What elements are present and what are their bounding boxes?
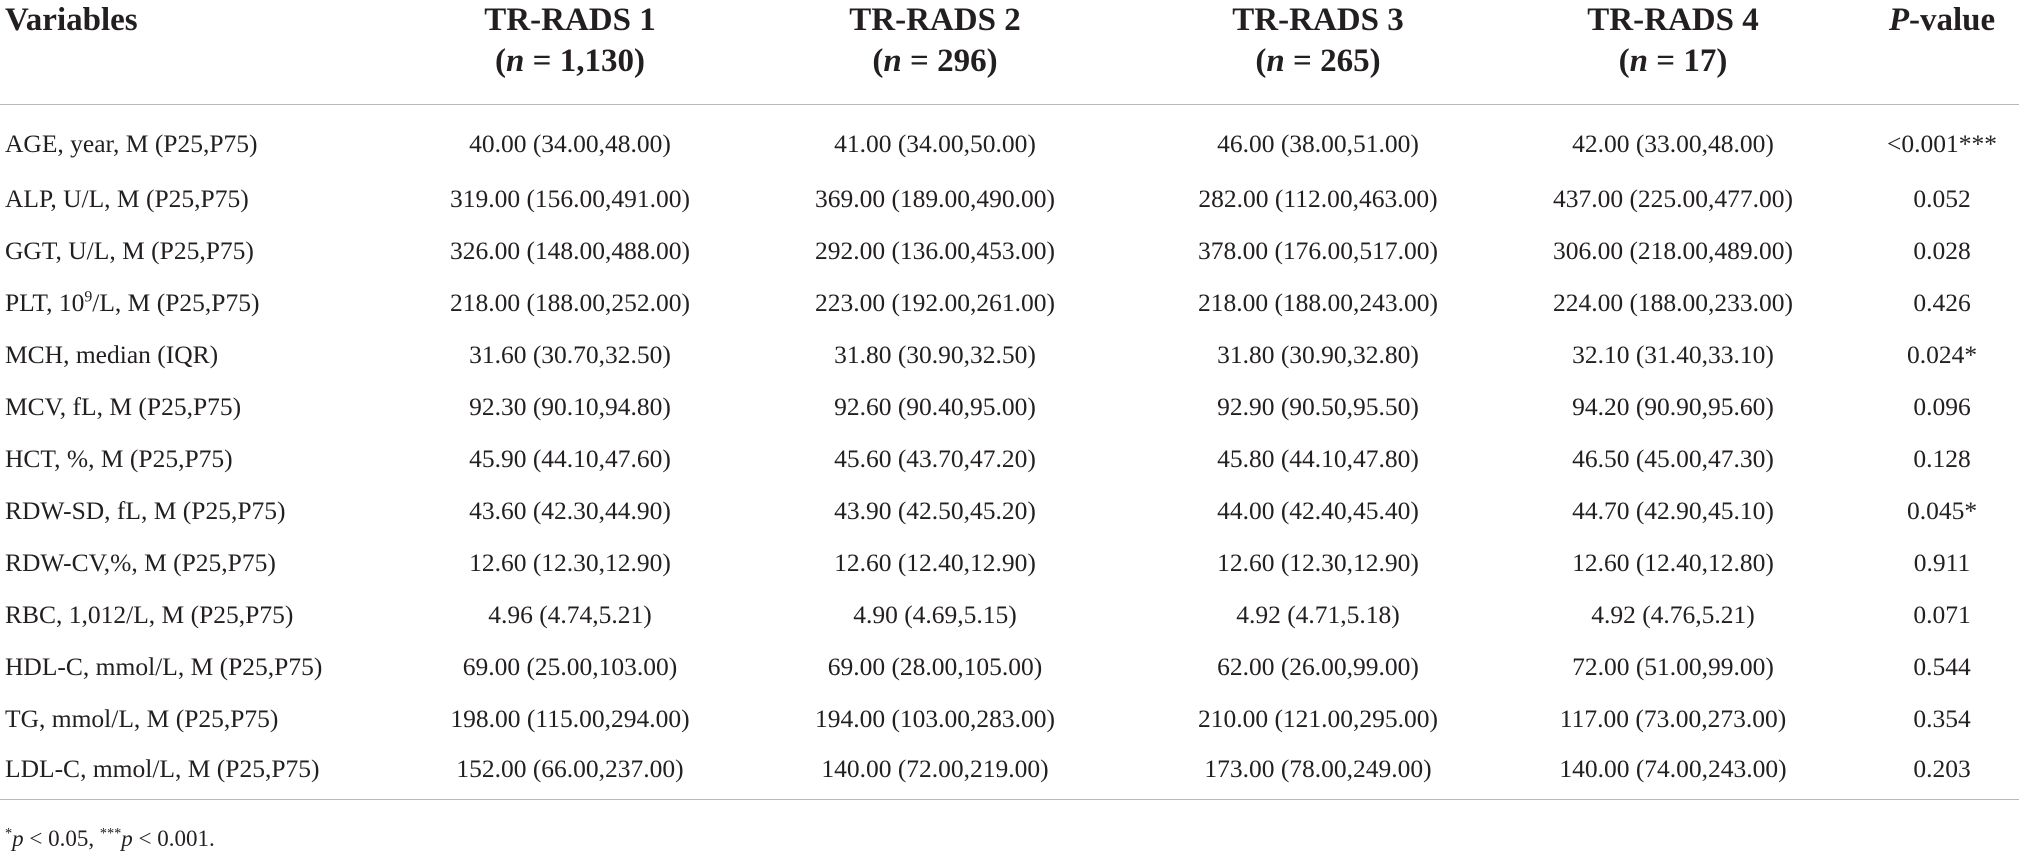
tr-rads-2-cell: 140.00 (72.00,219.00)	[715, 745, 1155, 800]
tr-rads-2-cell: 43.90 (42.50,45.20)	[834, 496, 1036, 525]
header-tr-rads-3	[1155, 0, 1481, 105]
tr-rads-3-cell: 282.00 (112.00,463.00)	[1198, 184, 1438, 213]
p-value-cell: 0.045*	[1906, 496, 1978, 525]
tr-rads-2-cell: 92.60 (90.40,95.00)	[834, 392, 1036, 421]
tr-rads-1-cell: 319.00 (156.00,491.00)	[449, 184, 691, 213]
tr-rads-4-cell: 224.00 (188.00,233.00)	[1552, 288, 1794, 317]
header-variables	[0, 0, 425, 105]
p-value-cell: 0.354	[1913, 704, 1971, 733]
tr-rads-2-cell: 292.00 (136.00,453.00)	[814, 236, 1056, 265]
tr-rads-3-cell: 218.00 (188.00,243.00)	[1197, 288, 1439, 317]
table-row	[0, 277, 2019, 329]
p-value-cell: 0.426	[1913, 288, 1971, 317]
header-tr-rads-3-label: TR-RADS 3	[1232, 2, 1404, 38]
tr-rads-1-cell: 40.00 (34.00,48.00)	[469, 129, 671, 158]
header-tr-rads-2-label: TR-RADS 2	[849, 2, 1021, 38]
table-row	[0, 745, 2019, 800]
p-value-cell: <0.001***	[1886, 129, 1997, 158]
tr-rads-2-cell: 369.00 (189.00,490.00)	[814, 184, 1056, 213]
tr-rads-3-cell: 44.00 (42.40,45.40)	[1217, 496, 1419, 525]
tr-rads-2-cell: 41.00 (34.00,50.00)	[834, 129, 1036, 158]
tr-rads-1-cell: 198.00 (115.00,294.00)	[450, 704, 690, 733]
table-row	[0, 329, 2019, 381]
table-row	[0, 381, 2019, 433]
variable-cell: TG, mmol/L, M (P25,P75)	[5, 704, 279, 733]
table-row	[0, 485, 2019, 537]
tr-rads-4-cell: 437.00 (225.00,477.00)	[1552, 184, 1794, 213]
header-tr-rads-1-label: TR-RADS 1	[484, 2, 656, 38]
variable-cell: HCT, %, M (P25,P75)	[5, 444, 233, 473]
header-variables-label: Variables	[5, 2, 138, 38]
table-header	[0, 0, 2019, 105]
tr-rads-3-cell: 4.92 (4.71,5.18)	[1236, 600, 1400, 629]
tr-rads-3-cell: 45.80 (44.10,47.80)	[1217, 444, 1419, 473]
p-value-cell: 0.544	[1913, 652, 1971, 681]
variable-cell: RDW-SD, fL, M (P25,P75)	[5, 496, 286, 525]
variable-cell: MCH, median (IQR)	[5, 340, 219, 369]
header-p-value	[1865, 0, 2019, 105]
tr-rads-1-cell: 4.96 (4.74,5.21)	[488, 600, 652, 629]
tr-rads-1-cell: 152.00 (66.00,237.00)	[425, 745, 715, 800]
tr-rads-2-cell: 69.00 (28.00,105.00)	[827, 652, 1043, 681]
p-value-cell: 0.028	[1913, 236, 1971, 265]
tr-rads-1-cell: 45.90 (44.10,47.60)	[469, 444, 671, 473]
tr-rads-2-cell: 194.00 (103.00,283.00)	[814, 704, 1056, 733]
tr-rads-1-cell: 92.30 (90.10,94.80)	[469, 392, 671, 421]
tr-rads-4-cell: 117.00 (73.00,273.00)	[1559, 704, 1787, 733]
table-footnote: *p < 0.05, ***p < 0.001.	[5, 825, 215, 851]
tr-rads-2-cell: 12.60 (12.40,12.90)	[834, 548, 1036, 577]
table-row	[0, 589, 2019, 641]
tr-rads-4-cell: 44.70 (42.90,45.10)	[1572, 496, 1774, 525]
tr-rads-3-cell: 31.80 (30.90,32.80)	[1217, 340, 1419, 369]
table-row	[0, 641, 2019, 693]
tr-rads-3-cell: 92.90 (90.50,95.50)	[1217, 392, 1419, 421]
tr-rads-4-cell: 94.20 (90.90,95.60)	[1572, 392, 1774, 421]
variable-cell: LDL-C, mmol/L, M (P25,P75)	[0, 745, 425, 800]
header-p-value-label: P-value	[1888, 2, 1996, 38]
header-tr-rads-2	[715, 0, 1155, 105]
tr-rads-3-cell: 210.00 (121.00,295.00)	[1197, 704, 1439, 733]
table-row	[0, 105, 2019, 174]
tr-rads-2-cell: 31.80 (30.90,32.50)	[834, 340, 1036, 369]
tr-rads-3-cell: 46.00 (38.00,51.00)	[1217, 129, 1419, 158]
table-row	[0, 225, 2019, 277]
header-tr-rads-2-n: (n = 296)	[872, 43, 998, 79]
p-value-cell: 0.071	[1913, 600, 1971, 629]
table-row	[0, 537, 2019, 589]
tr-rads-3-cell: 62.00 (26.00,99.00)	[1217, 652, 1419, 681]
variable-cell: ALP, U/L, M (P25,P75)	[5, 184, 249, 213]
tr-rads-4-cell: 4.92 (4.76,5.21)	[1591, 600, 1755, 629]
table-row	[0, 173, 2019, 225]
tr-rads-1-cell: 326.00 (148.00,488.00)	[449, 236, 691, 265]
header-tr-rads-4-n: (n = 17)	[1618, 43, 1728, 79]
p-value-cell: 0.911	[1913, 548, 1971, 577]
variable-cell: AGE, year, M (P25,P75)	[5, 129, 258, 158]
variable-cell: GGT, U/L, M (P25,P75)	[5, 236, 254, 265]
header-tr-rads-4	[1481, 0, 1865, 105]
tr-rads-4-cell: 306.00 (218.00,489.00)	[1552, 236, 1794, 265]
p-value-cell: 0.024*	[1906, 340, 1978, 369]
tr-rads-1-cell: 69.00 (25.00,103.00)	[462, 652, 678, 681]
tr-rads-1-cell: 43.60 (42.30,44.90)	[469, 496, 671, 525]
variable-cell: RDW-CV,%, M (P25,P75)	[5, 548, 276, 577]
table-row	[0, 433, 2019, 485]
tr-rads-4-cell: 32.10 (31.40,33.10)	[1572, 340, 1774, 369]
tr-rads-4-cell: 46.50 (45.00,47.30)	[1572, 444, 1774, 473]
tr-rads-3-cell: 378.00 (176.00,517.00)	[1197, 236, 1439, 265]
header-row	[0, 0, 2019, 105]
tr-rads-4-cell: 72.00 (51.00,99.00)	[1572, 652, 1774, 681]
p-value-cell: 0.096	[1913, 392, 1971, 421]
tr-rads-3-cell: 173.00 (78.00,249.00)	[1155, 745, 1481, 800]
p-value-cell: 0.052	[1913, 184, 1971, 213]
tr-rads-1-cell: 218.00 (188.00,252.00)	[449, 288, 691, 317]
tr-rads-2-cell: 45.60 (43.70,47.20)	[834, 444, 1036, 473]
p-value-cell: 0.128	[1913, 444, 1971, 473]
p-value-cell: 0.203	[1865, 745, 2019, 800]
table-body	[0, 105, 2019, 800]
variable-cell: MCV, fL, M (P25,P75)	[5, 392, 242, 421]
header-tr-rads-1-n: (n = 1,130)	[495, 43, 645, 79]
variable-cell: HDL-C, mmol/L, M (P25,P75)	[5, 652, 323, 681]
tr-rads-1-cell: 12.60 (12.30,12.90)	[469, 548, 671, 577]
tr-rads-4-cell: 140.00 (74.00,243.00)	[1481, 745, 1865, 800]
header-tr-rads-3-n: (n = 265)	[1255, 43, 1381, 79]
variable-cell: RBC, 1,012/L, M (P25,P75)	[5, 600, 294, 629]
variable-cell: PLT, $10^9/L$, M (P25,P75)	[5, 288, 260, 317]
tr-rads-3-cell: 12.60 (12.30,12.90)	[1217, 548, 1419, 577]
header-tr-rads-1	[425, 0, 715, 105]
tr-rads-2-cell: 4.90 (4.69,5.15)	[853, 600, 1017, 629]
tr-rads-4-cell: 12.60 (12.40,12.80)	[1572, 548, 1774, 577]
tr-rads-2-cell: 223.00 (192.00,261.00)	[814, 288, 1056, 317]
tr-rads-1-cell: 31.60 (30.70,32.50)	[469, 340, 671, 369]
header-tr-rads-4-label: TR-RADS 4	[1587, 2, 1759, 38]
tr-rads-4-cell: 42.00 (33.00,48.00)	[1572, 129, 1774, 158]
table-row	[0, 693, 2019, 745]
